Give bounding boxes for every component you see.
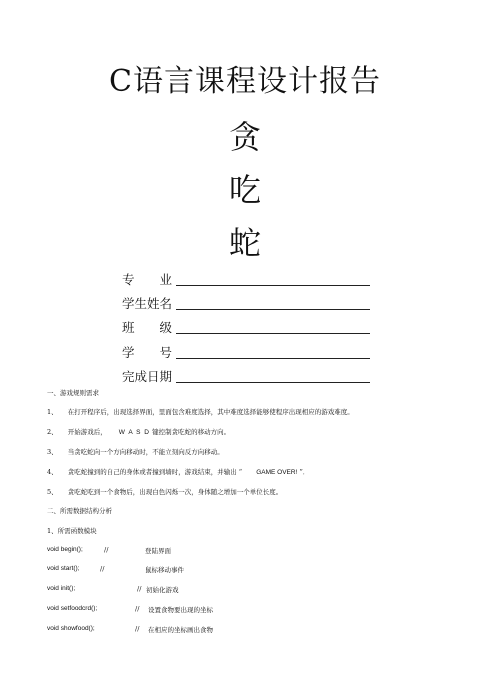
rule-quote: GAME OVER! bbox=[256, 469, 298, 476]
form-label: 学生姓名 bbox=[122, 296, 173, 311]
rule-keys: W A S D bbox=[118, 429, 150, 436]
rule-text: 键控制贪吃蛇的移动方向。 bbox=[152, 428, 231, 436]
section1-heading: 一、游戏规则需求 bbox=[47, 389, 99, 397]
rule-number: 3、 bbox=[47, 448, 58, 456]
comment-marker: // bbox=[100, 565, 105, 573]
function-description: 鼠标移动事件 bbox=[145, 566, 184, 574]
function-row bbox=[47, 605, 97, 612]
rule-number: 1、 bbox=[47, 408, 58, 416]
rule-item-1 bbox=[47, 407, 354, 416]
form-blank-line[interactable] bbox=[176, 285, 370, 286]
function-row bbox=[47, 565, 80, 572]
form-blank-line[interactable] bbox=[176, 382, 370, 383]
rule-item-5 bbox=[47, 487, 282, 496]
rule-text: 在打开程序后，出现选择界面，里面包含难度选择，其中难度选择能够使程序出现相应的游戏难度。 bbox=[67, 408, 354, 416]
rule-item-4 bbox=[47, 467, 309, 476]
comment-marker: // bbox=[135, 605, 140, 613]
document-title: C语言课程设计报告 bbox=[109, 64, 381, 99]
rule-text: ”． bbox=[299, 468, 310, 476]
comment-marker: // bbox=[137, 585, 142, 593]
vertical-title-char-3: 蛇 bbox=[228, 224, 261, 262]
vertical-title-char-1: 贪 bbox=[228, 118, 261, 156]
vertical-title-char-2: 吃 bbox=[228, 171, 261, 209]
rule-item-2 bbox=[47, 427, 230, 436]
function-row bbox=[47, 546, 83, 553]
form-label: 学 号 bbox=[122, 345, 173, 360]
rule-number: 5、 bbox=[47, 488, 58, 496]
form-blank-line[interactable] bbox=[176, 358, 370, 359]
function-row bbox=[47, 625, 95, 632]
section2-heading: 二、所需数据结构分析 bbox=[47, 507, 112, 515]
comment-marker: // bbox=[135, 625, 140, 633]
rule-number: 4、 bbox=[47, 468, 58, 476]
function-row bbox=[47, 585, 75, 592]
function-description: 初始化游戏 bbox=[146, 586, 179, 594]
rule-text: 当贪吃蛇向一个方向移动时，不能立刻向反方向移动。 bbox=[67, 448, 224, 456]
function-signature: void begin(); bbox=[47, 546, 83, 553]
form-label: 完成日期 bbox=[122, 369, 173, 384]
form-label: 专 业 bbox=[122, 272, 173, 287]
rule-text: 贪吃蛇吃到一个食物后，出现白色闪烁一次，身体随之增加一个单位长度。 bbox=[67, 488, 283, 496]
rule-text: 贪吃蛇撞到的自己的身体或者撞到墙时，游戏结束，并输出 “ bbox=[67, 468, 243, 476]
section2-subheading: 1、所需函数模块 bbox=[47, 527, 97, 535]
comment-marker: // bbox=[104, 546, 109, 554]
function-signature: void showfood(); bbox=[47, 625, 95, 632]
rule-number: 2、 bbox=[47, 428, 58, 436]
function-signature: void setfoodcrd(); bbox=[47, 605, 98, 612]
function-signature: void init(); bbox=[47, 585, 76, 592]
function-signature: void start(); bbox=[47, 565, 80, 572]
function-description: 在相应的坐标画出食物 bbox=[148, 626, 213, 634]
form-blank-line[interactable] bbox=[176, 309, 370, 310]
form-label: 班 级 bbox=[122, 320, 173, 335]
rule-item-3 bbox=[47, 447, 224, 456]
form-blank-line[interactable] bbox=[176, 333, 370, 334]
function-description: 设置食物要出现的坐标 bbox=[148, 606, 213, 614]
rule-text: 开始游戏后， bbox=[67, 428, 107, 436]
function-description: 登陆界面 bbox=[145, 547, 171, 555]
